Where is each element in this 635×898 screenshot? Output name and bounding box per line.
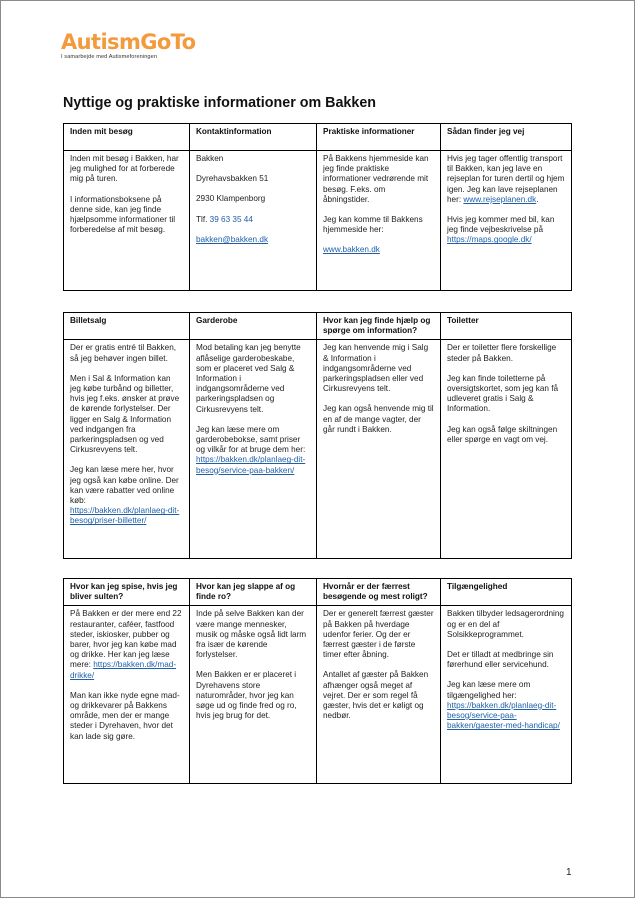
cell-paragraph	[196, 425, 310, 476]
cell-paragraph	[70, 343, 183, 363]
cell-text: Jeg kan også følge skiltningen eller spørge en vagt om vej.	[447, 424, 558, 444]
table-cell	[441, 606, 572, 784]
cell-text: Men Bakken er er placeret i Dyrehavens store naturområder, hvor jeg kan søge ud og finde fred og ro, hvis jeg brug for det.	[196, 670, 297, 721]
cell-text: Der er toiletter flere forskellige steder på Bakken.	[447, 343, 557, 363]
cell-paragraph	[70, 465, 183, 526]
table-cell	[64, 340, 190, 559]
cell-text: Men i Sal & Information kan jeg købe turbånd og billetter, hvis jeg f.eks. ønsker at prøve de kørende forlystelser. Der ligger en Salg & Information ved indgangen fra parkeringspladsen og ved Cirkusrevyens telt.	[70, 373, 180, 455]
column-header: Hvor kan jeg slappe af og finde ro?	[190, 579, 317, 606]
cell-link[interactable]: https://bakken.dk/planlaeg-dit-besog/service-paa-bakken/	[196, 455, 306, 475]
cell-paragraph	[196, 215, 310, 225]
cell-link[interactable]: bakken@bakken.dk	[196, 234, 269, 244]
cell-link[interactable]: https://bakken.dk/mad-drikke/	[70, 660, 177, 680]
logo-brand: AutismGoTo	[61, 30, 196, 54]
info-table-3	[63, 578, 572, 784]
cell-link[interactable]: www.rejseplanen.dk	[463, 194, 537, 204]
table-cell	[441, 151, 572, 291]
cell-paragraph	[196, 174, 310, 184]
cell-text: Bakken tilbyder ledsagerordning og er en del af Solsikkeprogrammet.	[447, 609, 564, 639]
cell-paragraph	[447, 154, 565, 205]
column-header: Sådan finder jeg vej	[441, 124, 572, 151]
column-header: Tilgængelighed	[441, 579, 572, 606]
column-header: Billetsalg	[64, 313, 190, 340]
cell-text: Man kan ikke nyde egne mad- og drikkevarer på Bakkens område, men der er mange steder i Dyrehaven, hvor det kan lade sig gøre.	[70, 690, 180, 741]
cell-text: Jeg kan læse mere om garderobebokse, samt priser og vilkår for at bruge dem her:	[196, 424, 306, 455]
table-cell	[190, 340, 317, 559]
cell-paragraph	[70, 374, 183, 456]
autismgoto-logo	[61, 31, 195, 60]
cell-text: På Bakkens hjemmeside kan jeg finde praktiske informationer vedrørende mit besøg. F.eks. om åbningstider.	[323, 154, 429, 204]
cell-link[interactable]: https://bakken.dk/planlaeg-dit-besog/priser-billetter/	[70, 506, 180, 526]
column-header: Hvor kan jeg finde hjælp og spørge om information?	[317, 313, 441, 340]
cell-text: Der er generelt færrest gæster på Bakken på hverdage udenfor ferier. Og der er færrest gæster i de første timer efter åbning.	[323, 609, 434, 660]
cell-text: Mod betaling kan jeg benytte aflåselige garderobeskabe, som er placeret ved Salg & Information i indgangsområderne ved parkeringspladsen og Cirkusrevyens telt.	[196, 343, 301, 414]
cell-text: Hvis jeg kommer med bil, kan jeg finde vejbeskrivelse på	[447, 215, 555, 235]
cell-text: Antallet af gæster på Bakken afhænger også meget af vejret. Der er som regel få gæster, hvis det er køligt og nedbør.	[323, 670, 429, 721]
cell-text: Jeg kan læse mere her, hvor jeg også kan købe online. Der kan være rabatter ved online køb:	[70, 465, 179, 506]
cell-paragraph	[70, 195, 183, 236]
table-cell	[64, 606, 190, 784]
cell-text: Inde på selve Bakken kan der være mange mennesker, musik og måske også lidt larm fra især de kørende forlystelser.	[196, 609, 307, 660]
table-body-row	[64, 606, 572, 784]
cell-text: I informationsboksene på denne side, kan jeg finde hjælpsomme informationer til forberedelse af mit besøg.	[70, 194, 176, 235]
cell-text: Bakken	[196, 154, 224, 163]
table-cell	[190, 151, 317, 291]
table-header-row	[64, 313, 572, 340]
table-cell	[317, 606, 441, 784]
cell-text: Jeg kan henvende mig i Salg & Information i indgangsområderne ved parkeringspladsen eller ved Cirkusrevyens telt.	[323, 343, 429, 394]
cell-text: Jeg kan læse mere om tilgængelighed her:	[447, 680, 531, 700]
cell-text: Inden mit besøg i Bakken, har jeg mulighed for at forberede mig på turen.	[70, 154, 179, 184]
column-header: Inden mit besøg	[64, 124, 190, 151]
cell-link[interactable]: https://maps.google.dk/	[447, 235, 532, 245]
column-header: Toiletter	[441, 313, 572, 340]
table-cell	[317, 340, 441, 559]
cell-paragraph	[447, 609, 565, 640]
cell-text-suffix: .	[536, 194, 539, 204]
cell-paragraph	[447, 215, 565, 246]
cell-paragraph	[196, 235, 310, 245]
cell-paragraph	[323, 245, 434, 255]
cell-text: 2930 Klampenborg	[196, 194, 266, 204]
table-body-row	[64, 151, 572, 291]
cell-paragraph	[196, 609, 310, 660]
logo-tagline: I samarbejde med Autismeforeningen	[61, 54, 158, 60]
cell-text: Jeg kan finde toiletterne på oversigtskortet, som jeg kan få udleveret gratis i Salg & Information.	[447, 373, 559, 414]
column-header: Garderobe	[190, 313, 317, 340]
column-header: Hvor kan jeg spise, hvis jeg bliver sulten?	[64, 579, 190, 606]
cell-text: Jeg kan komme til Bakkens hjemmeside her:	[323, 215, 423, 235]
cell-paragraph	[447, 343, 565, 363]
cell-paragraph	[323, 609, 434, 660]
column-header: Kontaktinformation	[190, 124, 317, 151]
table-header-row	[64, 579, 572, 606]
cell-paragraph	[196, 670, 310, 721]
table-cell	[441, 340, 572, 559]
cell-text: Det er tilladt at medbringe sin førerhund eller servicehund.	[447, 650, 554, 670]
column-header: Hvornår er der færrest besøgende og mest roligt?	[317, 579, 441, 606]
info-table-1	[63, 123, 572, 291]
cell-link[interactable]: https://bakken.dk/planlaeg-dit-besog/service-paa-bakken/gaester-med-handicap/	[447, 700, 560, 731]
cell-paragraph	[196, 343, 310, 414]
column-header: Praktiske informationer	[317, 124, 441, 151]
cell-paragraph	[323, 343, 434, 394]
cell-paragraph	[70, 154, 183, 185]
cell-text: Hvis jeg tager offentlig transport til Bakken, kan jeg lave en rejseplan for turen dertil og hjem igen. Jeg kan lave rejseplanen her:	[447, 154, 565, 204]
table-cell	[64, 151, 190, 291]
table-body-row	[64, 340, 572, 559]
cell-paragraph	[447, 680, 565, 731]
cell-paragraph	[323, 154, 434, 205]
cell-paragraph	[196, 194, 310, 204]
table-cell	[317, 151, 441, 291]
info-table-2	[63, 312, 572, 559]
cell-paragraph	[447, 425, 565, 445]
cell-paragraph	[323, 215, 434, 235]
cell-paragraph	[447, 650, 565, 670]
cell-paragraph	[323, 670, 434, 721]
cell-text: Der er gratis entré til Bakken, så jeg behøver ingen billet.	[70, 343, 177, 363]
cell-paragraph	[323, 404, 434, 435]
page-number: 1	[566, 867, 572, 878]
page-title: Nyttige og praktiske informationer om Bakken	[63, 95, 377, 111]
phone-number[interactable]: 39 63 35 44	[209, 214, 253, 224]
table-cell	[190, 606, 317, 784]
cell-paragraph	[447, 374, 565, 415]
cell-text: Dyrehavsbakken 51	[196, 174, 269, 184]
cell-paragraph	[70, 691, 183, 742]
cell-link[interactable]: www.bakken.dk	[323, 245, 380, 255]
cell-text: Jeg kan også henvende mig til en af de mange vagter, der går rundt i Bakken.	[323, 404, 434, 434]
cell-paragraph	[70, 609, 183, 680]
cell-text: På Bakken er der mere end 22 restauranter, caféer, fastfood steder, iskiosker, pubber og barer, hvor jeg kan købe mad og drikke. Her kan jeg læse mere:	[70, 609, 182, 670]
cell-paragraph	[196, 154, 310, 164]
table-header-row	[64, 124, 572, 151]
cell-text: Tlf.	[196, 214, 208, 224]
